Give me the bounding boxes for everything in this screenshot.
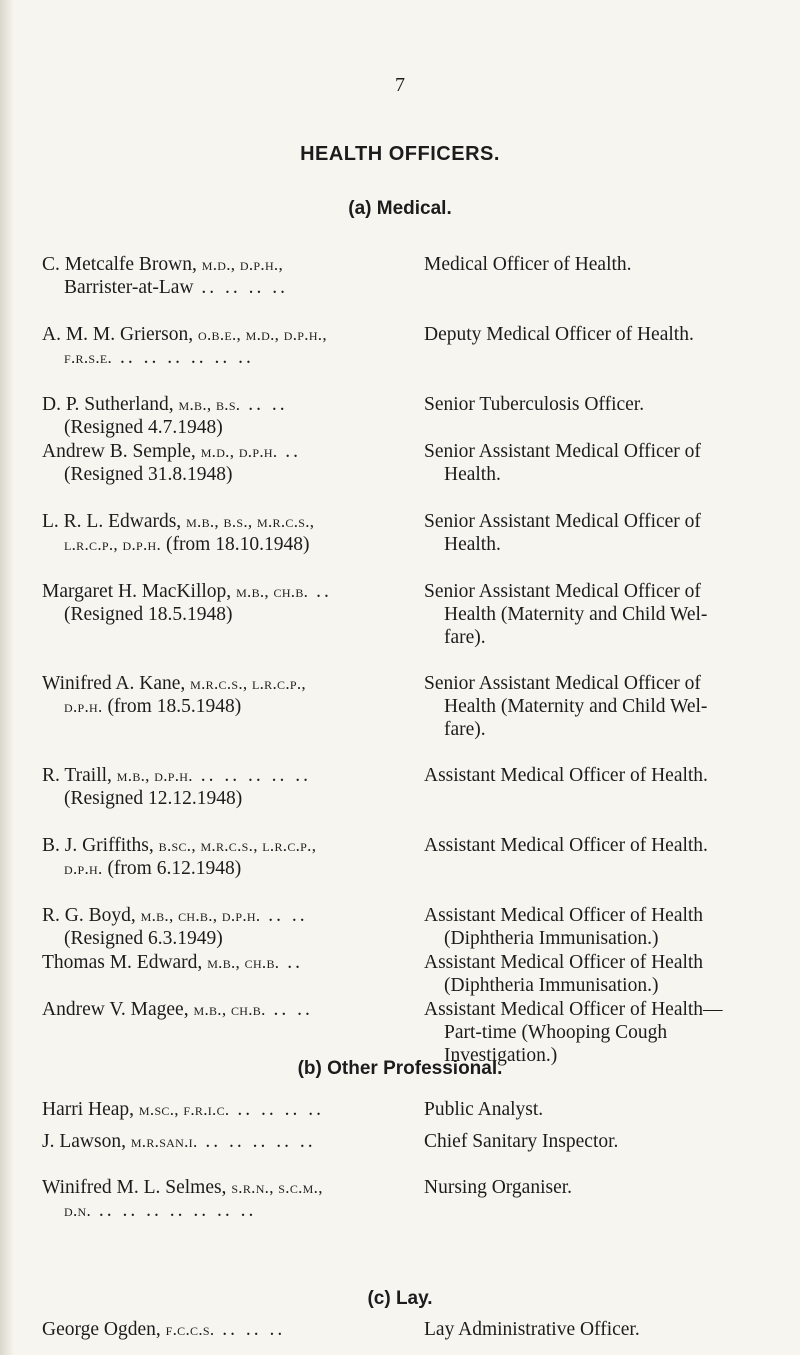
officer-name: D. P. Sutherland, xyxy=(42,394,179,415)
officer-name-column xyxy=(42,253,402,299)
leader-dots: .. xyxy=(277,441,302,462)
page-number: 7 xyxy=(395,74,405,96)
officer-name-column xyxy=(42,1130,402,1153)
officer-role xyxy=(424,323,784,346)
leader-dots: .. .. xyxy=(240,394,288,415)
officer-name: R. G. Boyd, xyxy=(42,905,141,926)
officer-tenure-note: (from 18.10.1948) xyxy=(161,534,310,555)
officer-role-line: Health (Maternity and Child Wel- xyxy=(444,604,708,625)
officer-role-line: Assistant Medical Officer of Health— xyxy=(424,999,723,1020)
officer-role-line: Medical Officer of Health. xyxy=(424,254,632,275)
officer-name: Andrew V. Magee, xyxy=(42,999,194,1020)
officer-name-column xyxy=(42,1176,402,1222)
officer-name: L. R. L. Edwards, xyxy=(42,511,187,532)
officer-note-line xyxy=(42,603,402,626)
officer-name-column xyxy=(42,904,402,950)
officer-name-line xyxy=(42,1318,402,1341)
officer-name-column xyxy=(42,393,402,439)
officer-name-line xyxy=(42,440,402,463)
officer-name-line xyxy=(42,580,402,603)
officer-qualifications: m.r.c.s., l.r.c.p., xyxy=(190,674,306,693)
officer-role-line: Senior Assistant Medical Officer of xyxy=(424,673,701,694)
officer-role xyxy=(424,1318,784,1341)
officer-role-line: Lay Administrative Officer. xyxy=(424,1319,640,1340)
officer-name-line xyxy=(42,904,402,927)
section-heading-lay: (c) Lay. xyxy=(367,1288,433,1309)
officer-name-line xyxy=(42,510,402,533)
officer-qualifications-continued xyxy=(42,276,402,299)
officer-role xyxy=(424,510,784,556)
officer-role-line: Assistant Medical Officer of Health. xyxy=(424,765,708,786)
officer-tenure-note: (Resigned 31.8.1948) xyxy=(64,464,233,485)
officer-qualifications: m.d., d.p.h., xyxy=(201,255,284,274)
leader-dots: .. .. xyxy=(265,999,313,1020)
officer-qualifications-continued xyxy=(42,533,402,556)
officer-name-line xyxy=(42,951,402,974)
officer-note-line xyxy=(42,463,402,486)
officer-name-line xyxy=(42,253,402,276)
officer-qualifications: b.sc., m.r.c.s., l.r.c.p., xyxy=(158,836,317,855)
officer-role-line: Public Analyst. xyxy=(424,1099,544,1120)
officer-qualifications-line2: f.r.s.e. xyxy=(64,348,113,367)
officer-qualifications: s.r.n., s.c.m., xyxy=(231,1178,323,1197)
officer-role xyxy=(424,1130,784,1153)
officer-name-line xyxy=(42,672,402,695)
officer-note-line xyxy=(42,927,402,950)
officer-role-line: Assistant Medical Officer of Health xyxy=(424,952,704,973)
officer-name-column xyxy=(42,323,402,369)
officer-note-line xyxy=(42,416,402,439)
officer-name: C. Metcalfe Brown, xyxy=(42,254,202,275)
officer-tenure-note: (Resigned 18.5.1948) xyxy=(64,604,233,625)
officer-name-column xyxy=(42,998,402,1021)
officer-tenure-note: (from 18.5.1948) xyxy=(102,696,242,717)
officer-qualifications: m.b., ch.b. xyxy=(193,1000,266,1019)
officer-name-column xyxy=(42,834,402,880)
officer-name: J. Lawson, xyxy=(42,1131,131,1152)
officer-role-line: Nursing Organiser. xyxy=(424,1177,573,1198)
officer-tenure-note: (from 6.12.1948) xyxy=(102,858,242,879)
officer-qualifications-continued xyxy=(42,857,402,880)
officer-name-line xyxy=(42,1130,402,1153)
officer-role-line: Assistant Medical Officer of Health xyxy=(424,905,704,926)
leader-dots: .. .. .. .. .. .. .. xyxy=(91,1200,257,1221)
officer-qualifications: m.d., d.p.h. xyxy=(200,442,278,461)
officer-role-line: (Diphtheria Immunisation.) xyxy=(444,975,659,996)
officer-qualifications-line2: Barrister-at-Law xyxy=(64,277,194,298)
officer-name-column xyxy=(42,764,402,810)
officer-role xyxy=(424,393,784,416)
officer-name-column xyxy=(42,672,402,718)
officer-name-column xyxy=(42,951,402,974)
officer-role xyxy=(424,1176,784,1199)
officer-qualifications: f.c.c.s. xyxy=(165,1320,215,1339)
officer-qualifications-continued xyxy=(42,1199,402,1222)
officer-role-line: Senior Tuberculosis Officer. xyxy=(424,394,645,415)
officer-role-line: Health. xyxy=(444,534,501,555)
officer-role-line: Senior Assistant Medical Officer of xyxy=(424,441,701,462)
section-heading-medical: (a) Medical. xyxy=(348,198,452,219)
officer-role xyxy=(424,834,784,857)
officer-role-line: Deputy Medical Officer of Health. xyxy=(424,324,694,345)
officer-qualifications: m.b., ch.b., d.p.h. xyxy=(140,906,261,925)
officer-qualifications: m.b., b.s. xyxy=(178,395,241,414)
officer-name-column xyxy=(42,1318,402,1341)
page-title: HEALTH OFFICERS. xyxy=(300,143,500,165)
officer-role-line: fare). xyxy=(444,719,486,740)
officer-name-line xyxy=(42,834,402,857)
officer-role xyxy=(424,951,784,997)
officer-name: Thomas M. Edward, xyxy=(42,952,208,973)
leader-dots: .. .. .. xyxy=(214,1319,286,1340)
officer-qualifications-line2: l.r.c.p., d.p.h. xyxy=(64,535,162,554)
officer-qualifications: m.r.san.i. xyxy=(130,1132,198,1151)
officer-name: George Ogden, xyxy=(42,1319,166,1340)
officer-role-line: (Diphtheria Immunisation.) xyxy=(444,928,659,949)
officer-role xyxy=(424,672,784,741)
officer-qualifications: o.b.e., m.d., d.p.h., xyxy=(198,325,327,344)
officer-name-line xyxy=(42,1098,402,1121)
officer-note-line xyxy=(42,787,402,810)
officer-role-line: Senior Assistant Medical Officer of xyxy=(424,511,701,532)
officer-name-column xyxy=(42,510,402,556)
officer-name-column xyxy=(42,1098,402,1121)
officer-qualifications: m.b., ch.b. xyxy=(236,582,309,601)
leader-dots: .. .. .. .. xyxy=(193,277,289,298)
officer-role-line: Investigation.) xyxy=(444,1045,558,1066)
officer-qualifications-line2: d.p.h. xyxy=(64,697,103,716)
officer-name-column xyxy=(42,580,402,626)
leader-dots: .. .. .. .. .. xyxy=(197,1131,316,1152)
officer-tenure-note: (Resigned 12.12.1948) xyxy=(64,788,243,809)
officer-role xyxy=(424,580,784,649)
officer-name: Andrew B. Semple, xyxy=(42,441,201,462)
officer-role-line: Health. xyxy=(444,464,501,485)
officer-role-line: Assistant Medical Officer of Health. xyxy=(424,835,708,856)
officer-name: R. Traill, xyxy=(42,765,117,786)
officer-role xyxy=(424,998,784,1067)
officer-role-line: Chief Sanitary Inspector. xyxy=(424,1131,619,1152)
leader-dots: .. xyxy=(308,581,332,602)
officer-qualifications: m.b., ch.b. xyxy=(207,953,280,972)
officer-role-line: Senior Assistant Medical Officer of xyxy=(424,581,701,602)
officer-role xyxy=(424,1098,784,1121)
officer-name-line xyxy=(42,764,402,787)
officer-role-line: Health (Maternity and Child Wel- xyxy=(444,696,708,717)
officer-name-line xyxy=(42,323,402,346)
officer-name-column xyxy=(42,440,402,486)
officer-name-line xyxy=(42,998,402,1021)
leader-dots: .. .. .. .. .. .. xyxy=(112,347,254,368)
leader-dots: .. .. .. .. xyxy=(229,1099,324,1120)
leader-dots: .. xyxy=(279,952,303,973)
officer-qualifications-continued xyxy=(42,346,402,369)
officer-qualifications: m.b., d.p.h. xyxy=(116,766,193,785)
officer-qualifications: m.sc., f.r.i.c. xyxy=(138,1100,230,1119)
officer-name-line xyxy=(42,393,402,416)
leader-dots: .. .. xyxy=(260,905,308,926)
officer-role-line: Part-time (Whooping Cough xyxy=(444,1022,668,1043)
officer-name: Winifred A. Kane, xyxy=(42,673,191,694)
leader-dots: .. .. .. .. .. xyxy=(192,765,311,786)
officer-tenure-note: (Resigned 4.7.1948) xyxy=(64,417,223,438)
officer-name: Winifred M. L. Selmes, xyxy=(42,1177,232,1198)
officer-role-line: fare). xyxy=(444,627,486,648)
officer-role xyxy=(424,904,784,950)
officer-qualifications: m.b., b.s., m.r.c.s., xyxy=(186,512,315,531)
officer-name-line xyxy=(42,1176,402,1199)
officer-qualifications-continued xyxy=(42,695,402,718)
officer-qualifications-line2: d.n. xyxy=(64,1201,92,1220)
officer-name: Harri Heap, xyxy=(42,1099,139,1120)
officer-name: Margaret H. MacKillop, xyxy=(42,581,237,602)
officer-tenure-note: (Resigned 6.3.1949) xyxy=(64,928,223,949)
officer-role xyxy=(424,440,784,486)
officer-name: A. M. M. Grierson, xyxy=(42,324,198,345)
officer-role xyxy=(424,253,784,276)
officer-name: B. J. Griffiths, xyxy=(42,835,159,856)
section-heading-other-professional: (b) Other Professional. xyxy=(297,1058,503,1079)
officer-role xyxy=(424,764,784,787)
officer-qualifications-line2: d.p.h. xyxy=(64,859,103,878)
